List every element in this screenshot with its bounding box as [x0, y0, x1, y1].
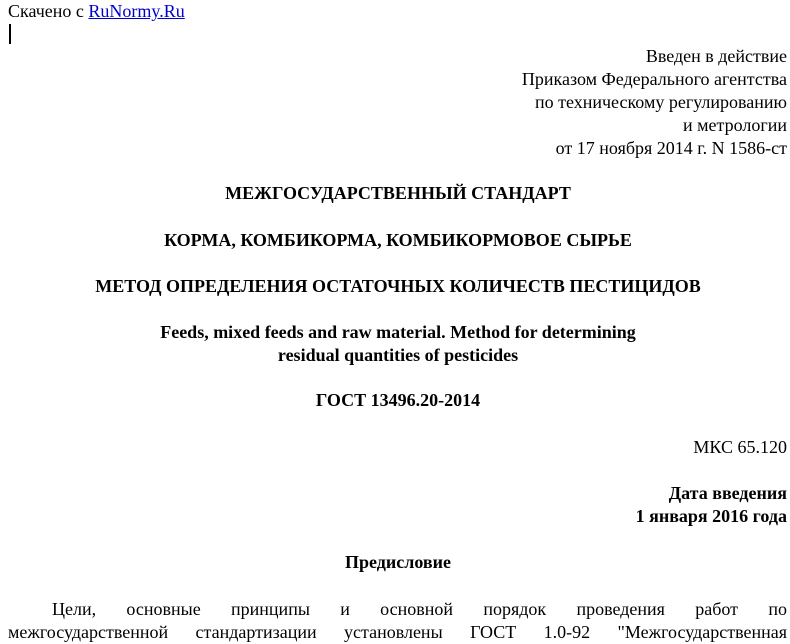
preface-line-1-text: Цели, основные принципы и основной порядок проведения работ по [52, 599, 787, 619]
english-title [0, 321, 790, 367]
preface-line-2: межгосударственной стандартизации установлены ГОСТ 1.0-92 "Межгосударственная [8, 622, 787, 642]
mks-code: МКС 65.120 [693, 437, 787, 457]
standard-type: МЕЖГОСУДАРСТВЕННЫЙ СТАНДАРТ [225, 183, 571, 203]
text-cursor [9, 24, 11, 44]
gost-number: ГОСТ 13496.20-2014 [315, 390, 481, 410]
enactment-line: по техническому регулированию [534, 92, 787, 112]
source-line [8, 0, 185, 23]
enactment-line: Введен в действие [645, 46, 787, 66]
introduction-date-value: 1 января 2016 года [635, 506, 787, 526]
english-title-line-2: residual quantities of pesticides [277, 345, 519, 365]
preface-heading: Предисловие [345, 552, 451, 572]
enactment-line: от 17 ноября 2014 г. N 1586-ст [555, 138, 787, 158]
source-link[interactable]: RuNormy.Ru [88, 1, 185, 21]
preface-line-1 [8, 598, 787, 621]
preface-paragraph [8, 598, 787, 644]
source-prefix: Скачено с [8, 1, 89, 21]
introduction-date-label: Дата введения [668, 483, 787, 503]
enactment-line: Приказом Федерального агентства [521, 69, 787, 89]
introduction-date [636, 482, 787, 528]
document-title-1: КОРМА, КОМБИКОРМА, КОМБИКОРМОВОЕ СЫРЬЕ [164, 230, 632, 250]
enactment-line: и метрологии [683, 115, 787, 135]
enactment-block [522, 45, 787, 160]
document-title-2: МЕТОД ОПРЕДЕЛЕНИЯ ОСТАТОЧНЫХ КОЛИЧЕСТВ ПЕСТИЦИДОВ [95, 276, 701, 296]
english-title-line-1: Feeds, mixed feeds and raw material. Method for determining [160, 322, 636, 342]
